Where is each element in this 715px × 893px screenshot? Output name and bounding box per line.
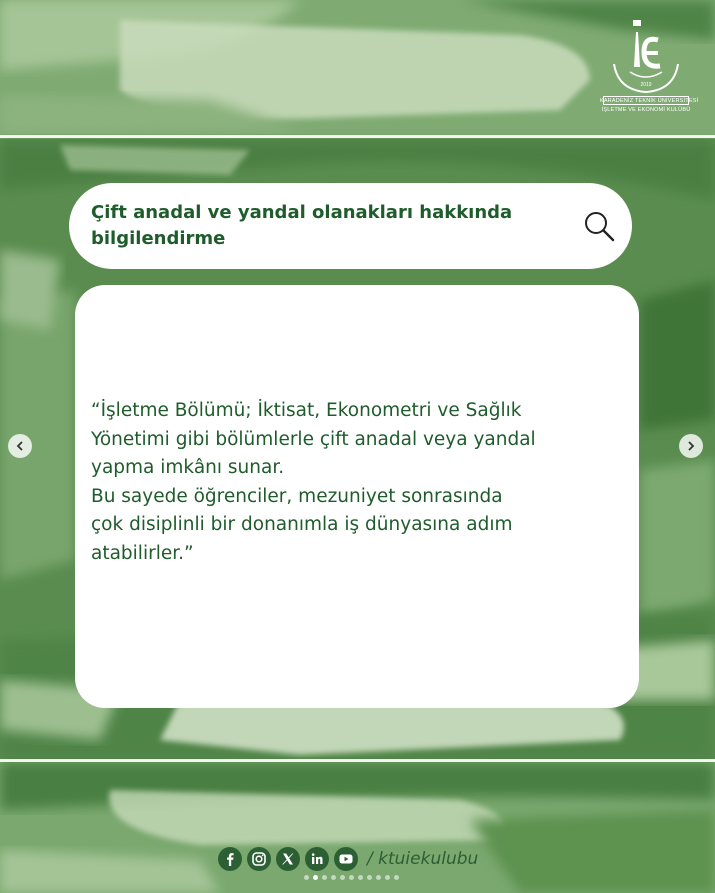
carousel-dot[interactable] <box>385 875 390 880</box>
quote-line: atabilirler.” <box>91 542 194 564</box>
carousel-dot[interactable] <box>376 875 381 880</box>
linkedin-icon[interactable] <box>305 847 329 871</box>
logo-university-name: KARADENİZ TEKNİK ÜNİVERSİTESİ <box>600 98 699 104</box>
quote-line: yapma imkânı sunar. <box>91 457 285 478</box>
quote-card <box>75 285 639 708</box>
carousel-dot[interactable] <box>349 875 354 880</box>
search-title-line-1: Çift anadal ve yandal olanakları hakkında <box>91 202 513 223</box>
next-slide-button[interactable] <box>679 434 703 458</box>
search-bar[interactable] <box>69 183 632 269</box>
quote-line: Bu sayede öğrenciler, mezuniyet sonrasında <box>91 485 503 507</box>
search-icon[interactable] <box>582 209 616 243</box>
quote-line: çok disiplinli bir donanımla iş dünyasına adım <box>91 514 513 535</box>
carousel-dot[interactable] <box>331 875 336 880</box>
facebook-icon[interactable] <box>218 847 242 871</box>
chevron-right-icon <box>685 440 697 452</box>
search-title <box>91 200 561 252</box>
quote-line: Yönetimi gibi bölümlerle çift anadal veya yandal <box>91 428 536 450</box>
x-icon[interactable] <box>276 847 300 871</box>
logo-emblem-icon <box>600 12 692 96</box>
search-title-line-2: bilgilendirme <box>91 228 226 249</box>
bottom-divider-line <box>0 759 715 762</box>
social-handle: / ktuiekulubu <box>367 849 479 869</box>
carousel-indicator <box>304 875 403 880</box>
quote-line: “İşletme Bölümü; İktisat, Ekonometri ve Sağlık <box>91 400 522 421</box>
carousel-dot[interactable] <box>394 875 399 880</box>
carousel-dot[interactable] <box>367 875 372 880</box>
social-links <box>218 846 478 872</box>
carousel-dot[interactable] <box>313 875 318 880</box>
logo-club-name: İŞLETME VE EKONOMİ KULÜBÜ <box>601 107 691 113</box>
chevron-left-icon <box>14 440 26 452</box>
top-divider-line <box>0 135 715 138</box>
carousel-dot[interactable] <box>304 875 309 880</box>
carousel-dot[interactable] <box>358 875 363 880</box>
logo-year: 2019 <box>640 82 652 88</box>
youtube-icon[interactable] <box>334 847 358 871</box>
carousel-dot[interactable] <box>322 875 327 880</box>
previous-slide-button[interactable] <box>8 434 32 458</box>
carousel-dot[interactable] <box>340 875 345 880</box>
instagram-icon[interactable] <box>247 847 271 871</box>
quote-text <box>91 397 631 568</box>
club-logo <box>600 12 699 120</box>
